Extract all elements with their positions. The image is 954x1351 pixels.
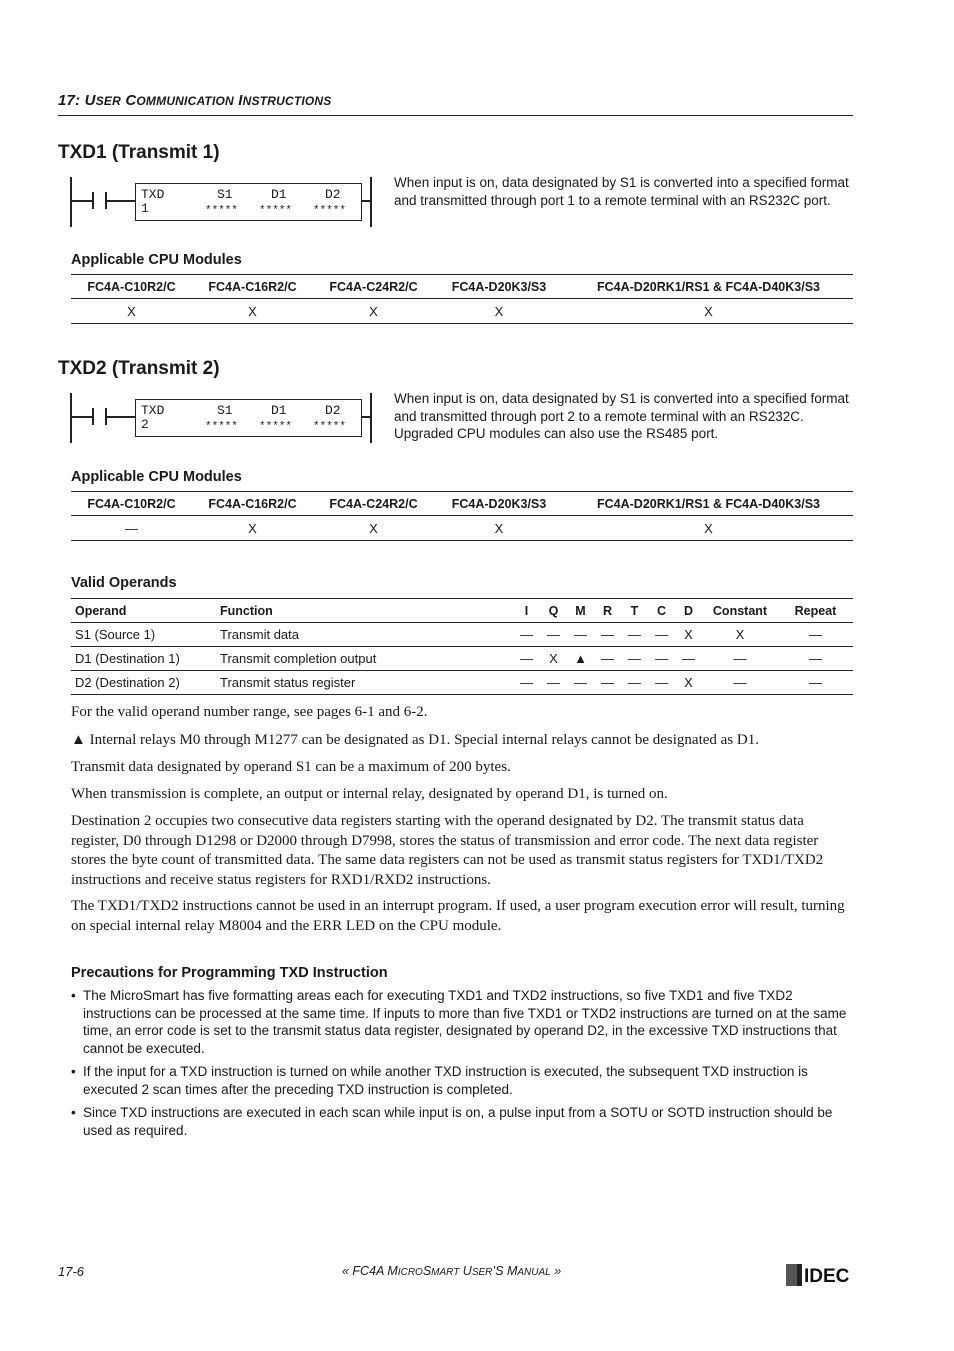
paragraph-max-bytes: Transmit data designated by operand S1 can be a maximum of 200 bytes. (71, 759, 511, 775)
paragraph-operand-range: For the valid operand number range, see pages 6-1 and 6-2. (71, 704, 428, 720)
cpu-value: X (192, 299, 313, 324)
cpu-header: FC4A-C10R2/C (71, 492, 192, 516)
precautions-heading: Precautions for Programming TXD Instruction (71, 965, 388, 981)
cpu-value: X (313, 299, 434, 324)
cpu-header: FC4A-C16R2/C (192, 492, 313, 516)
txd1-description: When input is on, data designated by S1 is converted into a specified format and transmitted through port 1 to a remote terminal with an RS232C port. (394, 175, 849, 208)
txd2-description: When input is on, data designated by S1 is converted into a specified format and transmitted through port 2 to a remote terminal with an RS232C. Upgraded CPU modules can also use the RS485 port. (394, 391, 849, 441)
txd2-ladder-diagram: TXD 2 S1 D1 D2 ***** ***** ***** (70, 393, 375, 449)
cpu-header: FC4A-D20RK1/RS1 & FC4A-D40K3/S3 (564, 492, 853, 516)
operands-heading: Valid Operands (71, 575, 177, 591)
cpu-value: X (192, 516, 313, 541)
paragraph-interrupt: The TXD1/TXD2 instructions cannot be used in an interrupt program. If used, a user program execution error will result, turning on special internal relay M8004 and the ERR LED on the CPU module. (71, 898, 845, 934)
txd1-cpu-table (71, 274, 853, 324)
chapter-title: 17: USER COMMUNICATION INSTRUCTIONS (58, 92, 332, 109)
cpu-value: X (71, 299, 192, 324)
list-item: • If the input for a TXD instruction is turned on while another TXD instruction is executed, the subsequent TXD instruction is executed 2 scan times after the preceding TXD instruction is completed. (71, 1064, 808, 1097)
cpu-value: X (313, 516, 434, 541)
cpu-value: X (434, 516, 564, 541)
operands-table: Operand Function I Q M R T C D Constant Repeat S1 (Source 1) Transmit data — — — — — — X X — D1 (Destination 1) Transmit completion output — X ▲ — — — — — — D2 (Destination 2) Transmit status register — — — — — — X — — (71, 598, 853, 695)
paragraph-destination2: Destination 2 occupies two consecutive data registers starting with the operand designated by D2. The transmit status data register, D0 through D1298 or D2000 through D7998, stores the status of transmission and error code. The next data register stores the byte count of transmitted data. The same data registers can not be used as transmit status registers for TXD1/TXD2 instructions and receive status registers for RXD1/RXD2 instructions. (71, 813, 824, 888)
paragraph-d1-note: ▲ Internal relays M0 through M1277 can be designated as D1. Special internal relays cannot be designated as D1. (71, 732, 759, 748)
cpu-header: FC4A-C16R2/C (192, 275, 313, 299)
paragraph-completion: When transmission is complete, an output or internal relay, designated by operand D1, is turned on. (71, 786, 668, 802)
page-number: 17-6 (58, 1264, 85, 1279)
cpu-value: X (564, 516, 853, 541)
txd1-cpu-heading: Applicable CPU Modules (71, 252, 242, 268)
cpu-header: FC4A-D20K3/S3 (434, 492, 564, 516)
txd1-ladder-diagram: TXD 1 S1 D1 D2 ***** ***** ***** (70, 177, 375, 233)
list-item: • Since TXD instructions are executed in each scan while input is on, a pulse input from a SOTU or SOTD instruction should be used as required. (71, 1105, 833, 1138)
svg-text:IDEC: IDEC (804, 1266, 850, 1286)
txd1-title: TXD1 (Transmit 1) (58, 142, 220, 163)
precautions-list (71, 987, 855, 1145)
table-row: D2 (Destination 2) Transmit status register — — — — — — X — — (71, 671, 853, 695)
cpu-value: X (564, 299, 853, 324)
cpu-header: FC4A-C24R2/C (313, 492, 434, 516)
cpu-value: — (71, 516, 192, 541)
manual-title: « FC4A MICROSMART USER’S MANUAL » (342, 1264, 562, 1278)
txd2-cpu-heading: Applicable CPU Modules (71, 469, 242, 485)
idec-logo (786, 1264, 854, 1286)
cpu-header: FC4A-C24R2/C (313, 275, 434, 299)
txd2-title: TXD2 (Transmit 2) (58, 358, 220, 379)
table-row: D1 (Destination 1) Transmit completion output — X ▲ — — — — — — (71, 647, 853, 671)
txd2-cpu-table (71, 491, 853, 541)
list-item: • The MicroSmart has five formatting areas each for executing TXD1 and TXD2 instructions, so five TXD1 and five TXD2 instructions can be processed at the same time. If inputs to more than five TXD1 or TXD2 instructions are turned on at the same time, an error code is set to the transmit status data register, designated by operand D2, in the excessive TXD instructions that cannot be executed. (71, 988, 847, 1056)
header-rule (58, 115, 853, 116)
cpu-header: FC4A-D20RK1/RS1 & FC4A-D40K3/S3 (564, 275, 853, 299)
cpu-header: FC4A-C10R2/C (71, 275, 192, 299)
cpu-value: X (434, 299, 564, 324)
table-row: S1 (Source 1) Transmit data — — — — — — X X — (71, 623, 853, 647)
cpu-header: FC4A-D20K3/S3 (434, 275, 564, 299)
